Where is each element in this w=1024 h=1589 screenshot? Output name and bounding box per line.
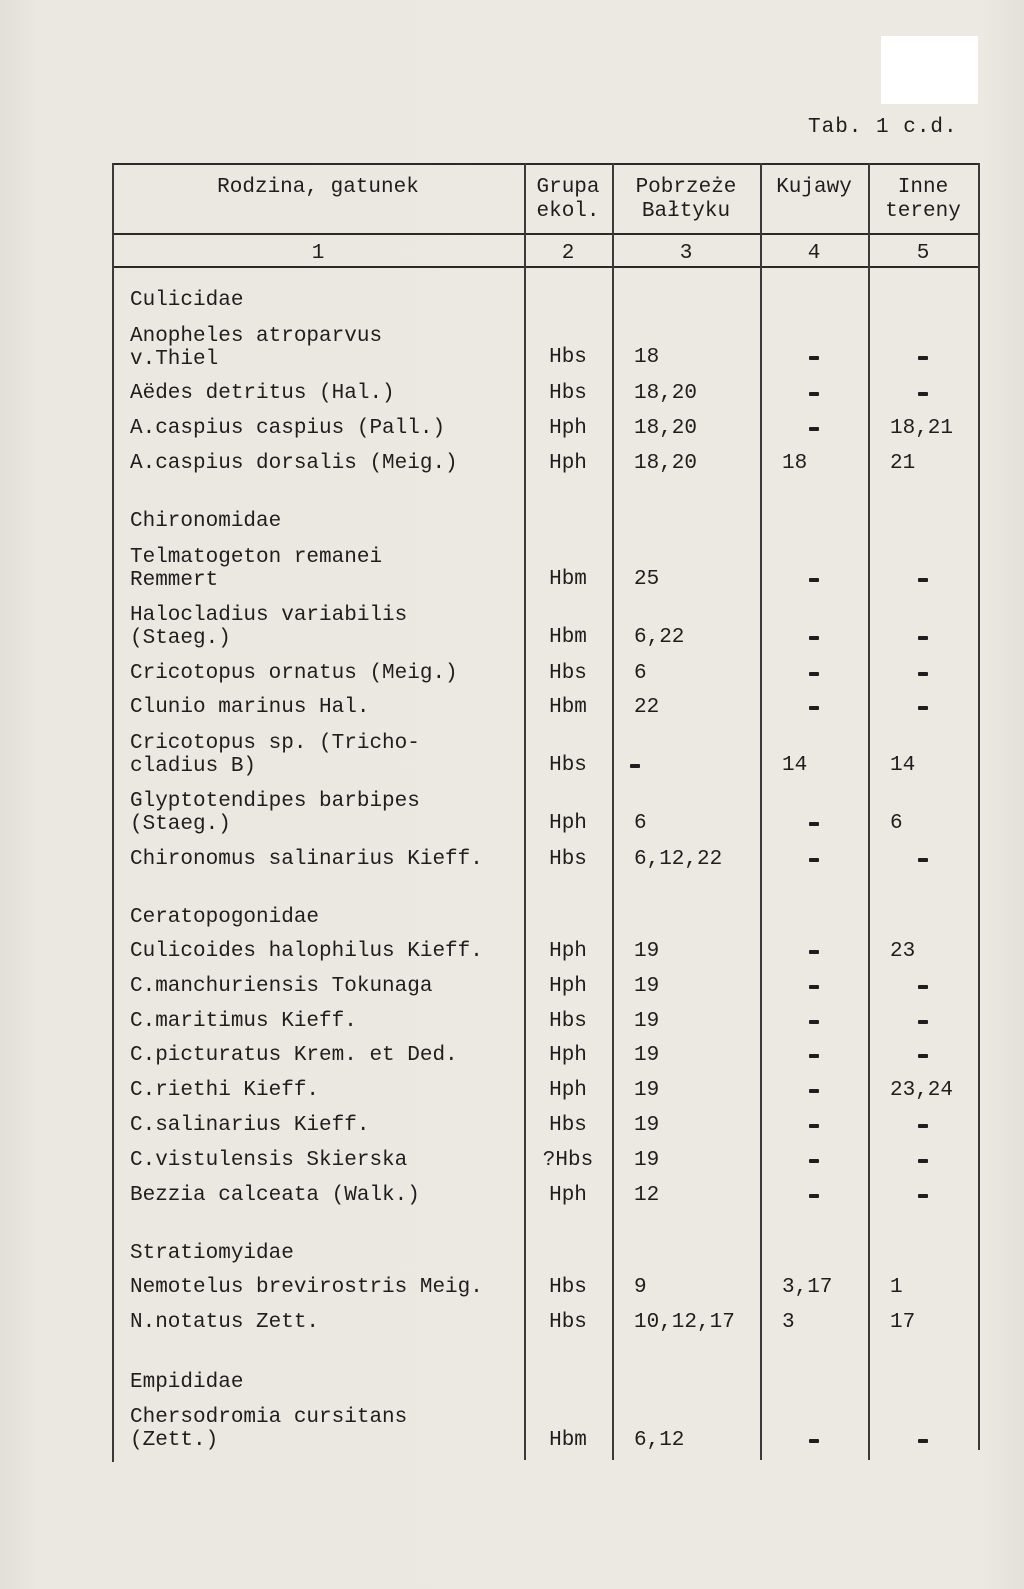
ecological-group: ?Hbs	[542, 1149, 594, 1172]
other-areas-value: 21	[890, 452, 916, 475]
column-rule-5	[978, 163, 980, 1450]
ecological-group: Hbs	[549, 848, 587, 871]
ecological-group: Hbs	[549, 662, 587, 685]
species-name: Culicoides halophilus Kieff.	[130, 940, 483, 963]
kujawy-value: 18	[782, 452, 808, 475]
ecological-group: Hbs	[549, 754, 587, 777]
species-name: Anopheles atroparvus v.Thiel	[130, 325, 383, 371]
species-name: Glyptotendipes barbipes (Staeg.)	[130, 790, 420, 836]
ecological-group: Hph	[549, 975, 587, 998]
other-areas-value: 23	[890, 940, 916, 963]
baltic-coast-value: 18	[634, 346, 660, 369]
species-name: Telmatogeton remanei Remmert	[130, 546, 383, 592]
baltic-coast-value: 6	[634, 812, 647, 835]
table-top-rule	[112, 163, 978, 165]
kujawy-value: 3	[782, 1311, 795, 1334]
ecological-group: Hph	[549, 1044, 587, 1067]
ecological-group: Hbs	[549, 1010, 587, 1033]
other-areas-value: 17	[890, 1311, 916, 1334]
species-name: C.vistulensis Skierska	[130, 1149, 408, 1172]
baltic-coast-value: 18,20	[634, 452, 698, 475]
species-name: A.caspius caspius (Pall.)	[130, 417, 446, 440]
ecological-group: Hph	[549, 452, 587, 475]
table-reference: Tab. 1 c.d.	[808, 116, 958, 139]
column-number-3: 3	[679, 242, 693, 265]
baltic-coast-value: 19	[634, 975, 660, 998]
baltic-coast-value: 19	[634, 1079, 660, 1102]
species-name: C.riethi Kieff.	[130, 1079, 320, 1102]
family-name: Chironomidae	[130, 510, 282, 533]
other-areas-value: 18,21	[890, 417, 954, 440]
baltic-coast-value: 10,12,17	[634, 1311, 735, 1334]
species-name: Nemotelus brevirostris Meig.	[130, 1276, 483, 1299]
ecological-group: Hph	[549, 812, 587, 835]
species-name: Aëdes detritus (Hal.)	[130, 382, 395, 405]
baltic-coast-value: 19	[634, 1149, 660, 1172]
ecological-group: Hph	[549, 940, 587, 963]
column-header-1: Rodzina, gatunek	[217, 176, 419, 199]
species-name: N.notatus Zett.	[130, 1311, 320, 1334]
species-name: Chersodromia cursitans (Zett.)	[130, 1406, 408, 1452]
column-header-5: Inne tereny	[885, 176, 961, 223]
family-name: Empididae	[130, 1371, 244, 1394]
ecological-group: Hph	[549, 1184, 587, 1207]
ecological-group: Hbs	[549, 382, 587, 405]
baltic-coast-value: 6,12,22	[634, 848, 723, 871]
other-areas-value: 1	[890, 1276, 903, 1299]
baltic-coast-value: 25	[634, 568, 660, 591]
baltic-coast-value: 18,20	[634, 382, 698, 405]
ecological-group: Hbm	[549, 626, 587, 649]
column-header-2: Grupa ekol.	[536, 176, 600, 223]
ecological-group: Hph	[549, 1079, 587, 1102]
column-number-2: 2	[561, 242, 575, 265]
kujawy-value: 3,17	[782, 1276, 833, 1299]
ecological-group: Hbs	[549, 1311, 587, 1334]
other-areas-value: 23,24	[890, 1079, 954, 1102]
species-name: Cricotopus ornatus (Meig.)	[130, 662, 458, 685]
baltic-coast-value: 6,22	[634, 626, 685, 649]
column-header-4: Kujawy	[776, 176, 852, 199]
species-name: A.caspius dorsalis (Meig.)	[130, 452, 458, 475]
species-name: C.manchuriensis Tokunaga	[130, 975, 433, 998]
baltic-coast-value: 6	[634, 662, 647, 685]
column-number-5: 5	[916, 242, 930, 265]
column-rule-2	[612, 163, 614, 1460]
header-bottom-rule	[112, 233, 978, 235]
species-name: C.maritimus Kieff.	[130, 1010, 357, 1033]
baltic-coast-value: 18,20	[634, 417, 698, 440]
ecological-group: Hbm	[549, 568, 587, 591]
family-name: Culicidae	[130, 289, 244, 312]
ecological-group: Hbm	[549, 1429, 587, 1452]
species-name: Halocladius variabilis (Staeg.)	[130, 604, 408, 650]
family-name: Stratiomyidae	[130, 1242, 294, 1265]
column-header-3: Pobrzeże Bałtyku	[635, 176, 737, 223]
family-name: Ceratopogonidae	[130, 906, 320, 929]
kujawy-value: 14	[782, 754, 808, 777]
ecological-group: Hbs	[549, 346, 587, 369]
ecological-group: Hbs	[549, 1114, 587, 1137]
colnum-bottom-rule	[112, 266, 978, 268]
baltic-coast-value: 19	[634, 1114, 660, 1137]
baltic-coast-value: 19	[634, 1044, 660, 1067]
species-name: Bezzia calceata (Walk.)	[130, 1184, 420, 1207]
other-areas-value: 6	[890, 812, 903, 835]
baltic-coast-value: 19	[634, 1010, 660, 1033]
baltic-coast-value: 22	[634, 696, 660, 719]
ecological-group: Hph	[549, 417, 587, 440]
species-name: C.picturatus Krem. et Ded.	[130, 1044, 458, 1067]
column-rule-0	[112, 163, 114, 1462]
baltic-coast-value: 9	[634, 1276, 647, 1299]
species-name: C.salinarius Kieff.	[130, 1114, 370, 1137]
column-number-4: 4	[807, 242, 821, 265]
species-name: Chironomus salinarius Kieff.	[130, 848, 483, 871]
baltic-coast-value: 19	[634, 940, 660, 963]
baltic-coast-value: 12	[634, 1184, 660, 1207]
column-number-1: 1	[311, 242, 325, 265]
other-areas-value: 14	[890, 754, 916, 777]
ecological-group: Hbs	[549, 1276, 587, 1299]
species-name: Clunio marinus Hal.	[130, 696, 370, 719]
ecological-group: Hbm	[549, 696, 587, 719]
baltic-coast-value: 6,12	[634, 1429, 685, 1452]
species-name: Cricotopus sp. (Tricho- cladius B)	[130, 732, 420, 778]
